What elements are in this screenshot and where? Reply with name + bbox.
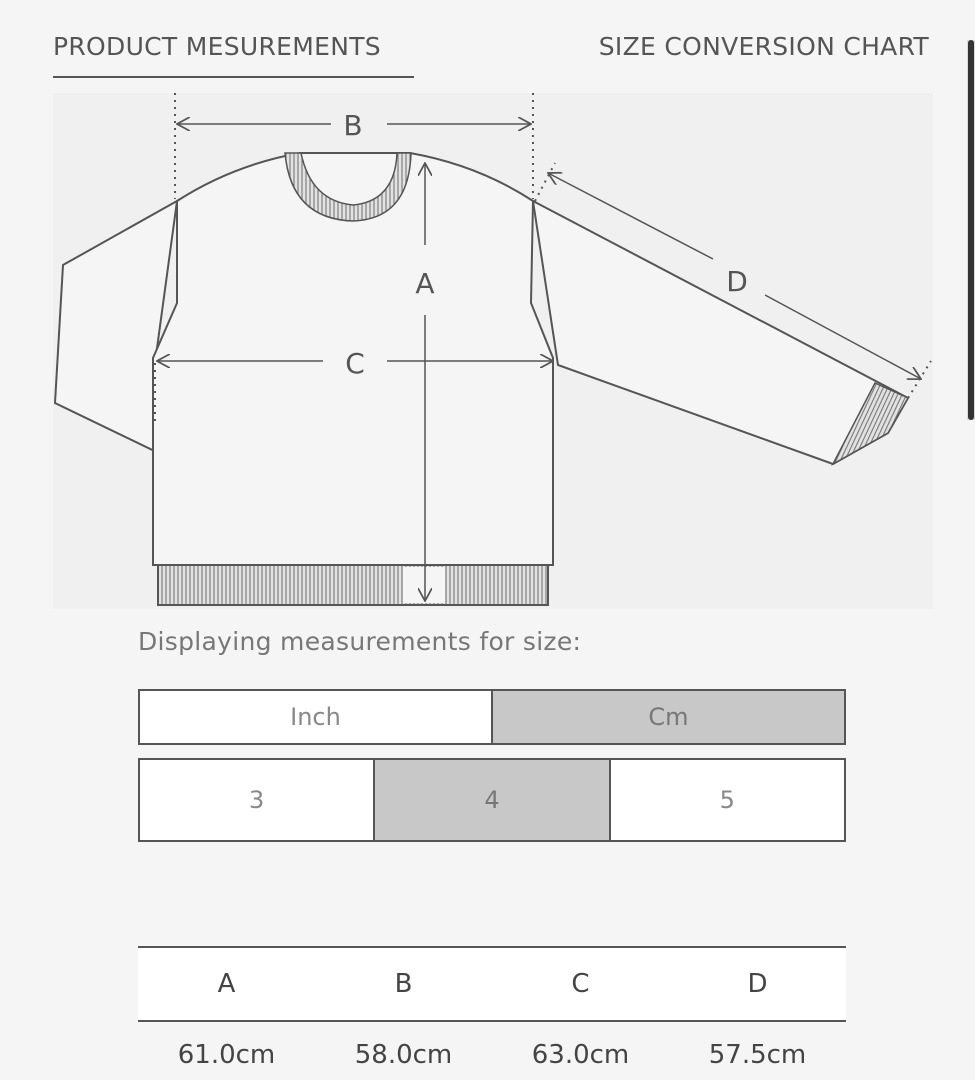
guide-d-top [535, 163, 555, 201]
sweater-illustration [53, 93, 933, 609]
measurements-table [138, 946, 846, 1070]
unit-toggle [138, 689, 846, 745]
unit-option-inch[interactable]: Inch [140, 691, 491, 743]
label-d: D [726, 265, 748, 298]
label-c: C [345, 347, 365, 380]
active-tab-underline [53, 76, 414, 78]
size-selector [138, 758, 846, 842]
unit-option-cm[interactable]: Cm [491, 691, 844, 743]
header-d: D [747, 969, 768, 999]
header-c: C [571, 969, 590, 999]
tab-bar [0, 0, 975, 90]
value-a: 61.0cm [177, 1040, 276, 1070]
right-sleeve [533, 201, 908, 464]
hem-band [158, 565, 548, 605]
label-b: B [343, 109, 363, 142]
label-a: A [415, 267, 435, 300]
table-values-row [138, 1022, 846, 1070]
guide-d-bottom [908, 361, 931, 398]
hem-label-gap [403, 567, 445, 603]
size-option-3[interactable]: 3 [140, 760, 373, 840]
header-a: A [217, 969, 236, 999]
value-c: 63.0cm [531, 1040, 630, 1070]
value-d: 57.5cm [708, 1040, 807, 1070]
tab-size-conversion-chart[interactable]: SIZE CONVERSION CHART [598, 32, 929, 61]
size-option-4[interactable]: 4 [373, 760, 608, 840]
size-prompt: Displaying measurements for size: [138, 627, 582, 656]
tab-product-measurements[interactable]: PRODUCT MESUREMENTS [53, 32, 381, 61]
value-b: 58.0cm [354, 1040, 453, 1070]
table-header-row [138, 948, 846, 1020]
header-b: B [394, 969, 413, 999]
scrollbar-thumb[interactable] [968, 40, 974, 420]
sweater-measurement-diagram [53, 93, 933, 609]
size-option-5[interactable]: 5 [609, 760, 844, 840]
